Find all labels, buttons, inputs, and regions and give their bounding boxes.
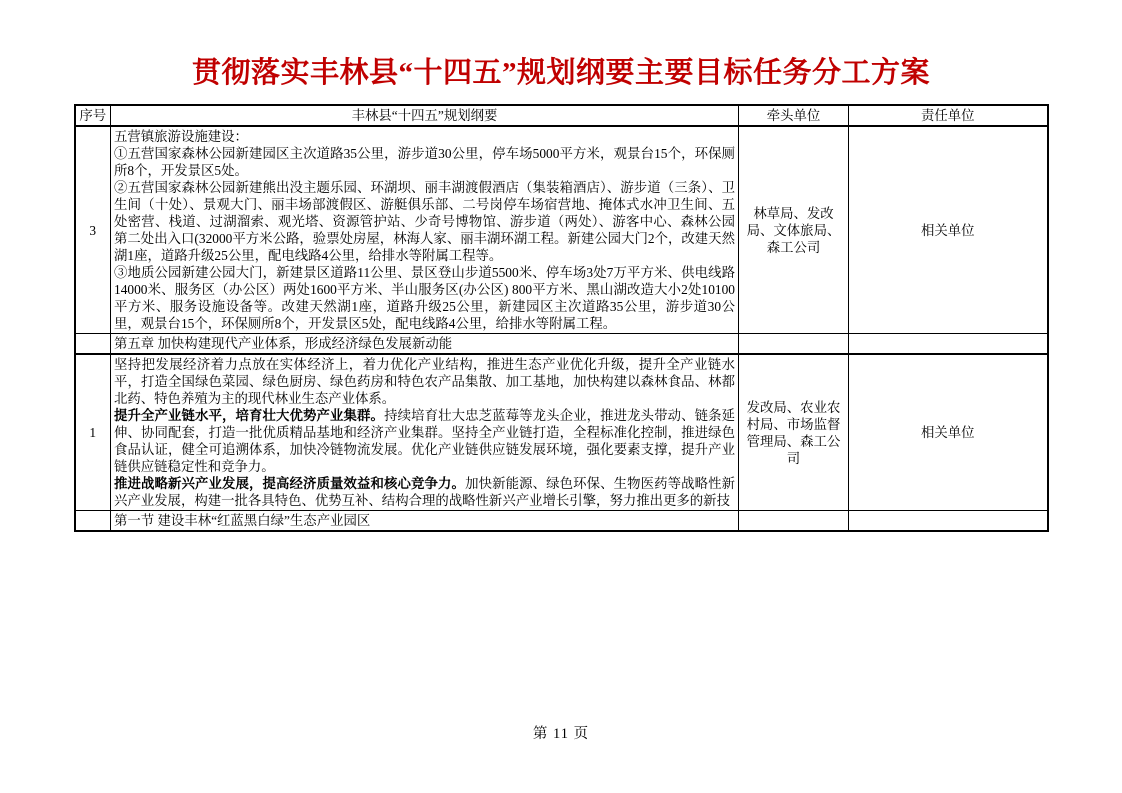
section-row xyxy=(75,334,1048,355)
row-outline-text xyxy=(111,354,739,511)
row-lead-unit: 发改局、农业农村局、市场监督管理局、森工公司 xyxy=(739,354,849,511)
col-header-lead-unit: 牵头单位 xyxy=(739,105,849,126)
col-header-outline: 丰林县“十四五”规划纲要 xyxy=(111,105,739,126)
paragraph: 坚持把发展经济着力点放在实体经济上，着力优化产业结构，推进生态产业优化升级，提升全产业链水平，打造全国绿色菜园、绿色厨房、绿色药房和特色农产品集散、加工基地，加快构建以森林食品、林都北药、特色养殖为主的现代林业生态产业体系。 xyxy=(114,357,735,406)
row-responsible-unit xyxy=(849,334,1048,355)
row-outline-text: 第一节 建设丰林“红蓝黑白绿”生态产业园区 xyxy=(111,511,739,532)
col-header-index: 序号 xyxy=(75,105,111,126)
task-row xyxy=(75,126,1048,334)
row-index xyxy=(75,334,111,355)
section-row xyxy=(75,511,1048,532)
table-header-row xyxy=(75,105,1048,126)
row-responsible-unit: 相关单位 xyxy=(849,354,1048,511)
row-responsible-unit: 相关单位 xyxy=(849,126,1048,334)
row-outline-text xyxy=(111,126,739,334)
row-index: 1 xyxy=(75,354,111,511)
col-header-responsible-unit: 责任单位 xyxy=(849,105,1048,126)
paragraph: 提升全产业链水平，培育壮大优势产业集群。持续培育壮大忠芝蓝莓等龙头企业，推进龙头带动、链条延伸、协同配套，打造一批优质精品基地和经济产业集群。坚持全产业链打造，全程标准化控制，推进绿色食品认证，健全可追溯体系，加快冷链物流发展。优化产业链供应链发展环境，强化要素支撑，提升产业链供应链稳定性和竞争力。 xyxy=(114,408,736,474)
row-lead-unit xyxy=(739,511,849,532)
paragraph-lead-in: 提升全产业链水平，培育壮大优势产业集群。 xyxy=(114,408,385,423)
paragraph: 五营镇旅游设施建设： xyxy=(114,129,248,144)
row-lead-unit xyxy=(739,334,849,355)
paragraph-lead-in: 推进战略新兴产业发展，提高经济质量效益和核心竞争力。 xyxy=(114,476,466,491)
row-responsible-unit xyxy=(849,511,1048,532)
row-index: 3 xyxy=(75,126,111,334)
plan-table xyxy=(74,104,1049,532)
row-lead-unit: 林草局、发改局、文体旅局、森工公司 xyxy=(739,126,849,334)
page-number: 第 11 页 xyxy=(532,726,590,742)
paragraph: ③地质公园新建公园大门，新建景区道路11公里、景区登山步道5500米、停车场3处7万平方米、供电线路14000米、服务区（办公区）两处1600平方米、半山服务区(办公区) 800平方米、黑山湖改造大小2处10100平方米、服务设施设备等。改建天然湖1座，道路升级25公里，新建园区主次道路35公里，游步道30公里，观景台15个，环保厕所8个，开发景区5处，配电线路4公里，给排水等附属工程。 xyxy=(114,265,735,331)
paragraph: ②五营国家森林公园新建熊出没主题乐园、环湖坝、丽丰湖渡假酒店（集装箱酒店）、游步道（三条）、卫生间（十处）、景观大门、丽丰场部渡假区、游艇俱乐部、二号岗停车场宿营地、掩体式水冲卫生间、五处密营、栈道、过湖溜索、观光塔、资源管护站、少奇号博物馆、游步道（两处）、游客中心、森林公园第二处出入口(32000平方米公路，验票处房屋，林海人家、丽丰湖环湖工程。新建公园大门2个，改建天然湖1座，道路升级25公里，配电线路4公里，给排水等附属工程等。 xyxy=(114,180,735,263)
page-title: 贯彻落实丰林县“十四五”规划纲要主要目标任务分工方案 xyxy=(191,57,930,89)
row-index xyxy=(75,511,111,532)
task-row xyxy=(75,354,1048,511)
row-outline-text: 第五章 加快构建现代产业体系，形成经济绿色发展新动能 xyxy=(111,334,739,355)
paragraph: ①五营国家森林公园新建园区主次道路35公里，游步道30公里，停车场5000平方米，观景台15个，环保厕所8个，开发景区5处。 xyxy=(114,146,735,178)
paragraph: 推进战略新兴产业发展，提高经济质量效益和核心竞争力。加快新能源、绿色环保、生物医药等战略性新兴产业发展，构建一批各具特色、优势互补、结构合理的战略性新兴产业增长引擎，努力推出更多的新技 xyxy=(114,476,735,508)
